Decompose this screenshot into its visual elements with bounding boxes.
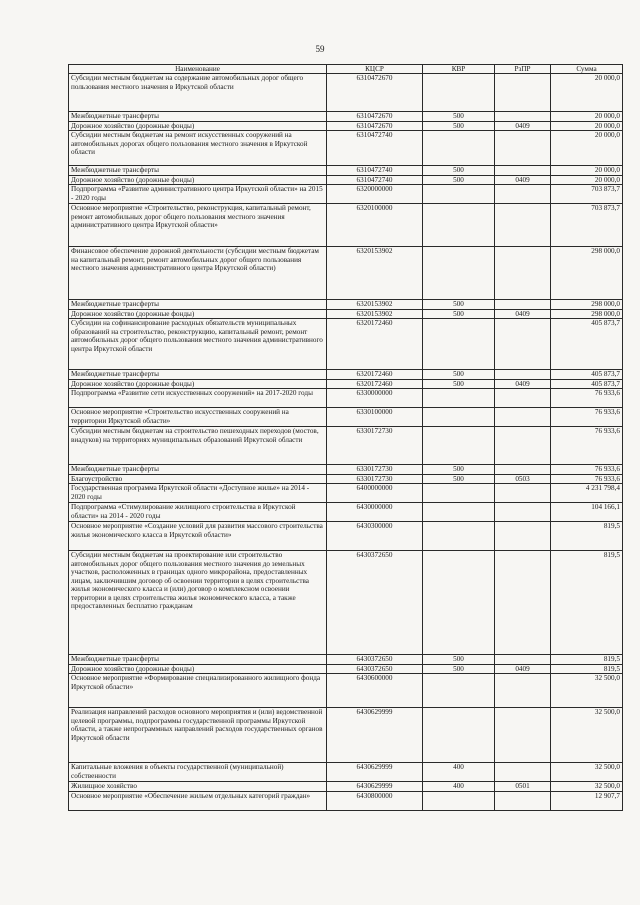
row-kcsr-cell: 6320172460 bbox=[327, 379, 423, 388]
row-name-cell: Основное мероприятие «Строительство, реконструкция, капитальный ремонт, ремонт автомобильных дорог общего пользования местного значения административного центра Иркутской области» bbox=[69, 204, 327, 247]
header-rzpr: РзПР bbox=[495, 65, 551, 74]
row-name-cell: Субсидии местным бюджетам на строительство пешеходных переходов (мостов, виадуков) на территориях муниципальных образований Иркутской области bbox=[69, 427, 327, 465]
table-row bbox=[69, 131, 623, 166]
table-row bbox=[69, 408, 623, 427]
row-rzpr-cell bbox=[495, 408, 551, 427]
row-name-cell: Межбюджетные трансферты bbox=[69, 465, 327, 474]
row-name-cell: Дорожное хозяйство (дорожные фонды) bbox=[69, 309, 327, 318]
row-kcsr-cell: 6430629999 bbox=[327, 708, 423, 763]
header-kvr: КВР bbox=[423, 65, 495, 74]
table-row bbox=[69, 319, 623, 370]
row-rzpr-cell bbox=[495, 204, 551, 247]
row-kvr-cell bbox=[423, 131, 495, 166]
row-sum-cell: 20 000,0 bbox=[551, 121, 623, 130]
row-sum-cell: 20 000,0 bbox=[551, 131, 623, 166]
row-kcsr-cell: 6330000000 bbox=[327, 389, 423, 408]
table-row bbox=[69, 664, 623, 673]
row-kcsr-cell: 6430300000 bbox=[327, 522, 423, 551]
table-header-row bbox=[69, 65, 623, 74]
row-kcsr-cell: 6310472670 bbox=[327, 74, 423, 112]
row-name-cell: Дорожное хозяйство (дорожные фонды) bbox=[69, 175, 327, 184]
row-kvr-cell bbox=[423, 389, 495, 408]
row-sum-cell: 20 000,0 bbox=[551, 74, 623, 112]
row-sum-cell: 76 933,6 bbox=[551, 474, 623, 483]
row-rzpr-cell bbox=[495, 74, 551, 112]
row-kvr-cell: 500 bbox=[423, 370, 495, 379]
row-kcsr-cell: 6330172730 bbox=[327, 465, 423, 474]
row-rzpr-cell bbox=[495, 655, 551, 664]
row-sum-cell: 819,5 bbox=[551, 522, 623, 551]
row-kcsr-cell: 6330172730 bbox=[327, 427, 423, 465]
row-name-cell: Основное мероприятие «Создание условий для развития массового строительства жилья экономического класса в Иркутской области» bbox=[69, 522, 327, 551]
row-sum-cell: 12 907,7 bbox=[551, 791, 623, 810]
row-kvr-cell: 400 bbox=[423, 763, 495, 782]
row-rzpr-cell bbox=[495, 708, 551, 763]
row-name-cell: Межбюджетные трансферты bbox=[69, 655, 327, 664]
table-row bbox=[69, 503, 623, 522]
row-kvr-cell bbox=[423, 204, 495, 247]
row-name-cell: Субсидии местным бюджетам на ремонт искусственных сооружений на автомобильных дорогах общего пользования местного значения в Иркутской области bbox=[69, 131, 327, 166]
row-kvr-cell: 500 bbox=[423, 175, 495, 184]
row-sum-cell: 298 000,0 bbox=[551, 309, 623, 318]
row-kcsr-cell: 6320153902 bbox=[327, 300, 423, 309]
row-sum-cell: 298 000,0 bbox=[551, 300, 623, 309]
row-rzpr-cell bbox=[495, 551, 551, 655]
table-row bbox=[69, 74, 623, 112]
row-sum-cell: 405 873,7 bbox=[551, 319, 623, 370]
row-sum-cell: 703 873,7 bbox=[551, 204, 623, 247]
row-sum-cell: 405 873,7 bbox=[551, 379, 623, 388]
table-row bbox=[69, 782, 623, 791]
table-row bbox=[69, 522, 623, 551]
row-name-cell: Дорожное хозяйство (дорожные фонды) bbox=[69, 121, 327, 130]
row-rzpr-cell bbox=[495, 247, 551, 300]
row-name-cell: Субсидии на софинансирование расходных обязательств муниципальных образований на строительство, реконструкцию, капитальный ремонт, ремонт автомобильных дорог общего пользования местного значения административного центра Иркутской области bbox=[69, 319, 327, 370]
row-name-cell: Реализация направлений расходов основного мероприятия и (или) ведомственной целевой программы, подпрограммы государственной программы Иркутской области, а также непрограммных направлений расходов государственных органов Иркутской области bbox=[69, 708, 327, 763]
row-rzpr-cell bbox=[495, 300, 551, 309]
row-sum-cell: 20 000,0 bbox=[551, 112, 623, 121]
table-row bbox=[69, 370, 623, 379]
row-kvr-cell bbox=[423, 319, 495, 370]
row-rzpr-cell bbox=[495, 427, 551, 465]
row-kvr-cell bbox=[423, 708, 495, 763]
row-kcsr-cell: 6320172460 bbox=[327, 370, 423, 379]
row-kcsr-cell: 6320172460 bbox=[327, 319, 423, 370]
row-kcsr-cell: 6320153902 bbox=[327, 309, 423, 318]
row-kcsr-cell: 6310472670 bbox=[327, 121, 423, 130]
row-kcsr-cell: 6320100000 bbox=[327, 204, 423, 247]
row-sum-cell: 32 500,0 bbox=[551, 782, 623, 791]
row-kcsr-cell: 6330100000 bbox=[327, 408, 423, 427]
row-name-cell: Жилищное хозяйство bbox=[69, 782, 327, 791]
row-rzpr-cell: 0409 bbox=[495, 379, 551, 388]
row-kcsr-cell: 6430800000 bbox=[327, 791, 423, 810]
row-kvr-cell bbox=[423, 791, 495, 810]
row-name-cell: Государственная программа Иркутской области «Доступное жилье» на 2014 - 2020 годы bbox=[69, 484, 327, 503]
table-row bbox=[69, 763, 623, 782]
table-row bbox=[69, 389, 623, 408]
row-kvr-cell: 500 bbox=[423, 664, 495, 673]
row-rzpr-cell: 0409 bbox=[495, 121, 551, 130]
table-row bbox=[69, 465, 623, 474]
row-sum-cell: 20 000,0 bbox=[551, 175, 623, 184]
row-kvr-cell bbox=[423, 674, 495, 708]
row-name-cell: Межбюджетные трансферты bbox=[69, 166, 327, 175]
row-name-cell: Основное мероприятие «Строительство искусственных сооружений на территории Иркутской области» bbox=[69, 408, 327, 427]
row-sum-cell: 32 500,0 bbox=[551, 708, 623, 763]
row-sum-cell: 32 500,0 bbox=[551, 763, 623, 782]
header-kcsr: КЦСР bbox=[327, 65, 423, 74]
row-name-cell: Капитальные вложения в объекты государственной (муниципальной) собственности bbox=[69, 763, 327, 782]
row-rzpr-cell bbox=[495, 484, 551, 503]
table-row bbox=[69, 309, 623, 318]
row-name-cell: Подпрограмма «Стимулирование жилищного строительства в Иркутской области» на 2014 - 2020 годы bbox=[69, 503, 327, 522]
row-rzpr-cell bbox=[495, 674, 551, 708]
row-kcsr-cell: 6430372650 bbox=[327, 551, 423, 655]
table-row bbox=[69, 474, 623, 483]
row-sum-cell: 819,5 bbox=[551, 551, 623, 655]
row-kvr-cell: 400 bbox=[423, 782, 495, 791]
row-rzpr-cell bbox=[495, 370, 551, 379]
row-rzpr-cell: 0409 bbox=[495, 175, 551, 184]
row-name-cell: Межбюджетные трансферты bbox=[69, 300, 327, 309]
row-rzpr-cell bbox=[495, 791, 551, 810]
row-kvr-cell bbox=[423, 74, 495, 112]
row-name-cell: Межбюджетные трансферты bbox=[69, 370, 327, 379]
row-rzpr-cell: 0501 bbox=[495, 782, 551, 791]
table-row bbox=[69, 166, 623, 175]
row-sum-cell: 104 166,1 bbox=[551, 503, 623, 522]
table-row bbox=[69, 112, 623, 121]
row-kcsr-cell: 6430000000 bbox=[327, 503, 423, 522]
row-rzpr-cell bbox=[495, 522, 551, 551]
row-rzpr-cell bbox=[495, 112, 551, 121]
table-row bbox=[69, 484, 623, 503]
row-rzpr-cell bbox=[495, 465, 551, 474]
table-row bbox=[69, 204, 623, 247]
row-rzpr-cell bbox=[495, 389, 551, 408]
row-kvr-cell: 500 bbox=[423, 655, 495, 664]
row-sum-cell: 298 000,0 bbox=[551, 247, 623, 300]
row-kcsr-cell: 6310472670 bbox=[327, 112, 423, 121]
row-kcsr-cell: 6320000000 bbox=[327, 185, 423, 204]
row-name-cell: Дорожное хозяйство (дорожные фонды) bbox=[69, 664, 327, 673]
header-name: Наименование bbox=[69, 65, 327, 74]
row-sum-cell: 405 873,7 bbox=[551, 370, 623, 379]
table-row bbox=[69, 655, 623, 664]
row-kvr-cell bbox=[423, 247, 495, 300]
row-kvr-cell: 500 bbox=[423, 465, 495, 474]
row-kcsr-cell: 6320153902 bbox=[327, 247, 423, 300]
row-name-cell: Подпрограмма «Развитие административного центра Иркутской области» на 2015 - 2020 годы bbox=[69, 185, 327, 204]
row-kcsr-cell: 6430600000 bbox=[327, 674, 423, 708]
row-name-cell: Финансовое обеспечение дорожной деятельности (субсидии местным бюджетам на капитальный ремонт, ремонт автомобильных дорог общего пользования местного значения административного центра Иркутской области) bbox=[69, 247, 327, 300]
row-kvr-cell: 500 bbox=[423, 300, 495, 309]
table-row bbox=[69, 247, 623, 300]
row-kvr-cell bbox=[423, 427, 495, 465]
row-sum-cell: 32 500,0 bbox=[551, 674, 623, 708]
table-row bbox=[69, 379, 623, 388]
row-kvr-cell bbox=[423, 484, 495, 503]
row-name-cell: Благоустройство bbox=[69, 474, 327, 483]
table-row bbox=[69, 427, 623, 465]
row-kvr-cell: 500 bbox=[423, 166, 495, 175]
row-kcsr-cell: 6310472740 bbox=[327, 175, 423, 184]
row-kcsr-cell: 6330172730 bbox=[327, 474, 423, 483]
row-sum-cell: 4 231 798,4 bbox=[551, 484, 623, 503]
row-name-cell: Субсидии местным бюджетам на содержание автомобильных дорог общего пользования местного значения в Иркутской области bbox=[69, 74, 327, 112]
row-rzpr-cell bbox=[495, 319, 551, 370]
row-sum-cell: 819,5 bbox=[551, 655, 623, 664]
row-kvr-cell: 500 bbox=[423, 309, 495, 318]
row-sum-cell: 76 933,6 bbox=[551, 408, 623, 427]
row-kvr-cell bbox=[423, 522, 495, 551]
row-sum-cell: 819,5 bbox=[551, 664, 623, 673]
row-rzpr-cell bbox=[495, 166, 551, 175]
row-kvr-cell bbox=[423, 408, 495, 427]
row-rzpr-cell bbox=[495, 131, 551, 166]
row-kvr-cell bbox=[423, 551, 495, 655]
row-sum-cell: 76 933,6 bbox=[551, 465, 623, 474]
row-kvr-cell: 500 bbox=[423, 474, 495, 483]
row-rzpr-cell: 0503 bbox=[495, 474, 551, 483]
row-kcsr-cell: 6430372650 bbox=[327, 664, 423, 673]
table-row bbox=[69, 300, 623, 309]
row-name-cell: Дорожное хозяйство (дорожные фонды) bbox=[69, 379, 327, 388]
table-body bbox=[69, 74, 623, 810]
page-number: 59 bbox=[315, 44, 325, 54]
table-row bbox=[69, 791, 623, 810]
row-sum-cell: 20 000,0 bbox=[551, 166, 623, 175]
table-row bbox=[69, 674, 623, 708]
row-kcsr-cell: 6310472740 bbox=[327, 131, 423, 166]
budget-table bbox=[68, 64, 623, 811]
row-sum-cell: 76 933,6 bbox=[551, 427, 623, 465]
row-name-cell: Субсидии местным бюджетам на проектирование или строительство автомобильных дорог общего пользования местного значения до земельных участков, расположенных в границах одного микрорайона, предоставленных лицам, заключившим договор об освоении территории в целях строительства жилья экономического класса и (или) договор о комплексном освоении территории в целях строительства жилья экономического класса, а также предоставленных бесплатно гражданам bbox=[69, 551, 327, 655]
table-row bbox=[69, 175, 623, 184]
row-name-cell: Межбюджетные трансферты bbox=[69, 112, 327, 121]
row-kvr-cell bbox=[423, 185, 495, 204]
row-rzpr-cell bbox=[495, 503, 551, 522]
header-sum: Сумма bbox=[551, 65, 623, 74]
row-sum-cell: 76 933,6 bbox=[551, 389, 623, 408]
table-row bbox=[69, 708, 623, 763]
row-kvr-cell bbox=[423, 503, 495, 522]
row-kcsr-cell: 6400000000 bbox=[327, 484, 423, 503]
row-name-cell: Основное мероприятие «Обеспечение жильем отдельных категорий граждан» bbox=[69, 791, 327, 810]
row-name-cell: Подпрограмма «Развитие сети искусственных сооружений» на 2017-2020 годы bbox=[69, 389, 327, 408]
row-kvr-cell: 500 bbox=[423, 112, 495, 121]
table-row bbox=[69, 551, 623, 655]
row-kcsr-cell: 6430372650 bbox=[327, 655, 423, 664]
row-name-cell: Основное мероприятие «Формирование специализированного жилищного фонда Иркутской области» bbox=[69, 674, 327, 708]
row-sum-cell: 703 873,7 bbox=[551, 185, 623, 204]
table-row bbox=[69, 185, 623, 204]
row-rzpr-cell: 0409 bbox=[495, 664, 551, 673]
row-kvr-cell: 500 bbox=[423, 379, 495, 388]
row-rzpr-cell: 0409 bbox=[495, 309, 551, 318]
table-row bbox=[69, 121, 623, 130]
row-rzpr-cell bbox=[495, 185, 551, 204]
row-kvr-cell: 500 bbox=[423, 121, 495, 130]
row-kcsr-cell: 6430629999 bbox=[327, 763, 423, 782]
row-rzpr-cell bbox=[495, 763, 551, 782]
row-kcsr-cell: 6310472740 bbox=[327, 166, 423, 175]
row-kcsr-cell: 6430629999 bbox=[327, 782, 423, 791]
